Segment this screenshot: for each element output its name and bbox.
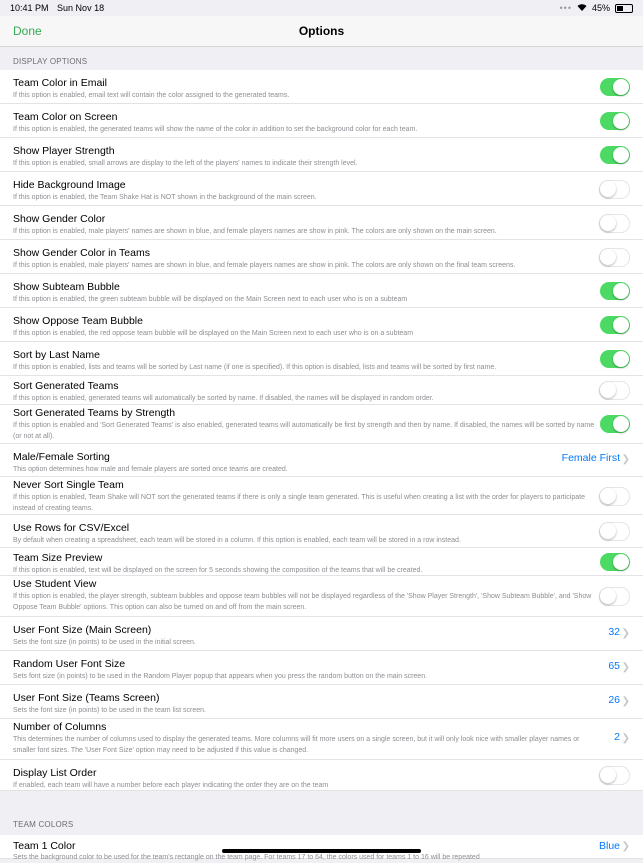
- toggle-knob: [613, 416, 629, 432]
- row-description: Sets the background color to be used for the team's rectangle on the team page. For teams 17 to 64, the colors used for teams 1 to 16 will be repeated: [13, 854, 480, 861]
- option-row[interactable]: [0, 308, 643, 342]
- section-header-display-options: DISPLAY OPTIONS: [13, 57, 88, 66]
- toggle-knob: [600, 488, 616, 504]
- toggle-switch[interactable]: [599, 214, 630, 233]
- chevron-right-icon: ❯: [621, 454, 630, 465]
- row-title: Sort Generated Teams: [13, 380, 119, 392]
- row-title: Hide Background Image: [13, 179, 126, 191]
- row-title: Display List Order: [13, 767, 97, 779]
- row-description: If this option is enabled, text will be displayed on the screen for 5 seconds showing the composition of the teams that will be created.: [13, 567, 423, 574]
- row-title: Random User Font Size: [13, 658, 126, 670]
- toggle-switch[interactable]: [600, 78, 630, 96]
- row-description: If this option is enabled, the red oppose team bubble will be displayed on the Main Screen next to each user who is on a subteam: [13, 330, 414, 337]
- row-title: User Font Size (Main Screen): [13, 624, 152, 636]
- row-title: Team Color in Email: [13, 77, 107, 89]
- row-description: If this option is enabled, male players' names are shown in blue, and female players names are show in pink. The colors are only shown on the main screen.: [13, 228, 497, 235]
- row-value: Blue: [598, 840, 620, 852]
- option-row[interactable]: [0, 172, 643, 206]
- option-row[interactable]: [0, 651, 643, 685]
- toggle-switch[interactable]: [599, 248, 630, 267]
- team-1-color-row[interactable]: [0, 835, 643, 859]
- toggle-knob: [600, 181, 616, 197]
- toggle-knob: [600, 249, 616, 265]
- toggle-switch[interactable]: [600, 316, 630, 334]
- toggle-switch[interactable]: [600, 553, 630, 571]
- row-description: If this option is enabled and 'Sort Generated Teams' is also enabled, generated teams will automatically be first by strength and then by name. If disabled, the names will be sorted by name (or not at all).: [13, 422, 595, 440]
- row-title: Show Subteam Bubble: [13, 281, 120, 293]
- row-title: Use Student View: [13, 578, 97, 590]
- row-title: User Font Size (Teams Screen): [13, 692, 160, 704]
- row-title: Number of Columns: [13, 721, 107, 733]
- toggle-switch[interactable]: [600, 282, 630, 300]
- option-row[interactable]: [0, 444, 643, 477]
- option-row[interactable]: [0, 405, 643, 444]
- row-title: Team Size Preview: [13, 552, 103, 564]
- row-description: Sets font size (in points) to be used in the Random Player popup that appears when you press the random button on the main screen.: [13, 673, 428, 680]
- row-title: Show Oppose Team Bubble: [13, 315, 143, 327]
- toggle-knob: [613, 283, 629, 299]
- row-description: If this option is enabled, small arrows are display to the left of the players' names to indicate their strength level.: [13, 160, 358, 167]
- row-title: Show Gender Color: [13, 213, 106, 225]
- chevron-right-icon: ❯: [621, 696, 630, 707]
- toggle-switch[interactable]: [600, 350, 630, 368]
- toggle-knob: [613, 317, 629, 333]
- row-description: Sets the font size (in points) to be used in the initial screen.: [13, 639, 196, 646]
- toggle-switch[interactable]: [599, 587, 630, 606]
- row-description: This option determines how male and female players are sorted once teams are created.: [13, 466, 288, 473]
- option-row[interactable]: [0, 274, 643, 308]
- option-row[interactable]: [0, 548, 643, 576]
- toggle-switch[interactable]: [599, 522, 630, 541]
- page-title: Options: [298, 24, 345, 38]
- chevron-right-icon: ❯: [621, 662, 630, 673]
- status-time: 10:41 PM: [10, 3, 49, 13]
- multitask-dots-icon: •••: [559, 3, 572, 13]
- option-row[interactable]: [0, 685, 643, 719]
- row-title: Use Rows for CSV/Excel: [13, 522, 130, 534]
- toggle-switch[interactable]: [599, 381, 630, 400]
- option-row[interactable]: [0, 376, 643, 405]
- chevron-right-icon: ❯: [621, 628, 630, 639]
- option-row[interactable]: [0, 104, 643, 138]
- status-bar: [0, 0, 643, 16]
- option-row[interactable]: [0, 138, 643, 172]
- toggle-knob: [613, 554, 629, 570]
- option-row[interactable]: [0, 760, 643, 791]
- toggle-knob: [613, 113, 629, 129]
- toggle-knob: [600, 215, 616, 231]
- row-title: Team Color on Screen: [13, 111, 118, 123]
- option-row[interactable]: [0, 515, 643, 548]
- row-value: 2: [614, 731, 620, 743]
- battery-icon: [615, 4, 633, 13]
- row-description: If this option is enabled, generated teams will automatically be sorted by name. If disabled, the names will be displayed in random order.: [13, 395, 434, 402]
- row-description: If this option is enabled, the generated teams will show the name of the color in addition to set the background color for each team.: [13, 126, 418, 133]
- option-row[interactable]: [0, 617, 643, 651]
- option-row[interactable]: [0, 576, 643, 617]
- row-description: If this option is enabled, the player strength, subteam bubbles and oppose team bubbles will not be displayed regardless of the 'Show Player Strength', 'Show Subteam Bubble', and 'Show Oppose Team Bubble' options. This option can also be turned on and off from the main screen.: [13, 593, 592, 611]
- row-value: 32: [608, 626, 620, 638]
- status-date: Sun Nov 18: [57, 3, 105, 13]
- option-row[interactable]: [0, 240, 643, 274]
- team-colors-list: [0, 835, 643, 861]
- chevron-right-icon: ❯: [621, 733, 630, 744]
- row-title: Show Gender Color in Teams: [13, 247, 150, 259]
- row-description: If this option is enabled, Team Shake will NOT sort the generated teams if there is only a single team generated. This is useful when creating a list with the order for players to participate instead of creating teams.: [13, 494, 585, 512]
- row-title: Show Player Strength: [13, 145, 115, 157]
- row-description: By default when creating a spreadsheet, each team will be stored in a column. If this option is enabled, each team will be stored in a row instead.: [13, 537, 461, 544]
- row-title: Never Sort Single Team: [13, 479, 124, 491]
- toggle-knob: [613, 79, 629, 95]
- row-description: Sets the font size (in points) to be used in the team list screen.: [13, 707, 206, 714]
- row-value: 65: [608, 660, 620, 672]
- option-row[interactable]: [0, 342, 643, 376]
- row-title: Sort by Last Name: [13, 349, 100, 361]
- row-title: Male/Female Sorting: [13, 451, 110, 463]
- row-description: If this option is enabled, the Team Shake Hat is NOT shown in the background of the main screen.: [13, 194, 317, 201]
- toggle-switch[interactable]: [600, 146, 630, 164]
- toggle-knob: [600, 523, 616, 539]
- toggle-switch[interactable]: [600, 415, 630, 433]
- section-header-team-colors: TEAM COLORS: [13, 820, 74, 829]
- chevron-right-icon: ❯: [621, 841, 630, 852]
- option-row[interactable]: [0, 70, 643, 104]
- row-value: Female First: [561, 452, 620, 464]
- row-description: If enabled, each team will have a number before each player indicating the order they are on the team: [13, 782, 329, 789]
- navigation-bar: [0, 16, 643, 47]
- toggle-knob: [600, 588, 616, 604]
- row-title: Sort Generated Teams by Strength: [13, 407, 176, 419]
- toggle-switch[interactable]: [599, 766, 630, 785]
- row-description: If this option is enabled, male players' names are shown in blue, and female players names are show in pink. The colors are only shown on the final team screens.: [13, 262, 516, 269]
- toggle-knob: [613, 351, 629, 367]
- wifi-icon: [577, 3, 587, 13]
- row-value: 26: [608, 694, 620, 706]
- option-row[interactable]: [0, 477, 643, 515]
- display-options-list: [0, 70, 643, 791]
- toggle-switch[interactable]: [599, 180, 630, 199]
- row-description: If this option is enabled, the green subteam bubble will be displayed on the Main Screen next to each user who is on a subteam: [13, 296, 408, 303]
- row-description: If this option is enabled, lists and teams will be sorted by Last name (if one is specified). If this option is disabled, lists and teams will be sorted by first name.: [13, 364, 497, 371]
- row-description: This determines the number of columns used to display the generated teams. More columns will fit more users on a single screen, but it will only look nice with smaller player names or smaller font sizes. The 'User Font Size' option may need to be adjusted if this value is changed.: [13, 736, 580, 754]
- row-title: Team 1 Color: [13, 840, 76, 852]
- row-description: If this option is enabled, email text will contain the color assigned to the generated teams.: [13, 92, 290, 99]
- toggle-knob: [600, 767, 616, 783]
- option-row[interactable]: [0, 719, 643, 760]
- toggle-switch[interactable]: [600, 112, 630, 130]
- toggle-knob: [600, 382, 616, 398]
- done-button[interactable]: Done: [13, 24, 42, 38]
- battery-percent: 45%: [591, 3, 610, 13]
- toggle-knob: [613, 147, 629, 163]
- option-row[interactable]: [0, 206, 643, 240]
- home-indicator: [222, 849, 421, 853]
- toggle-switch[interactable]: [599, 487, 630, 506]
